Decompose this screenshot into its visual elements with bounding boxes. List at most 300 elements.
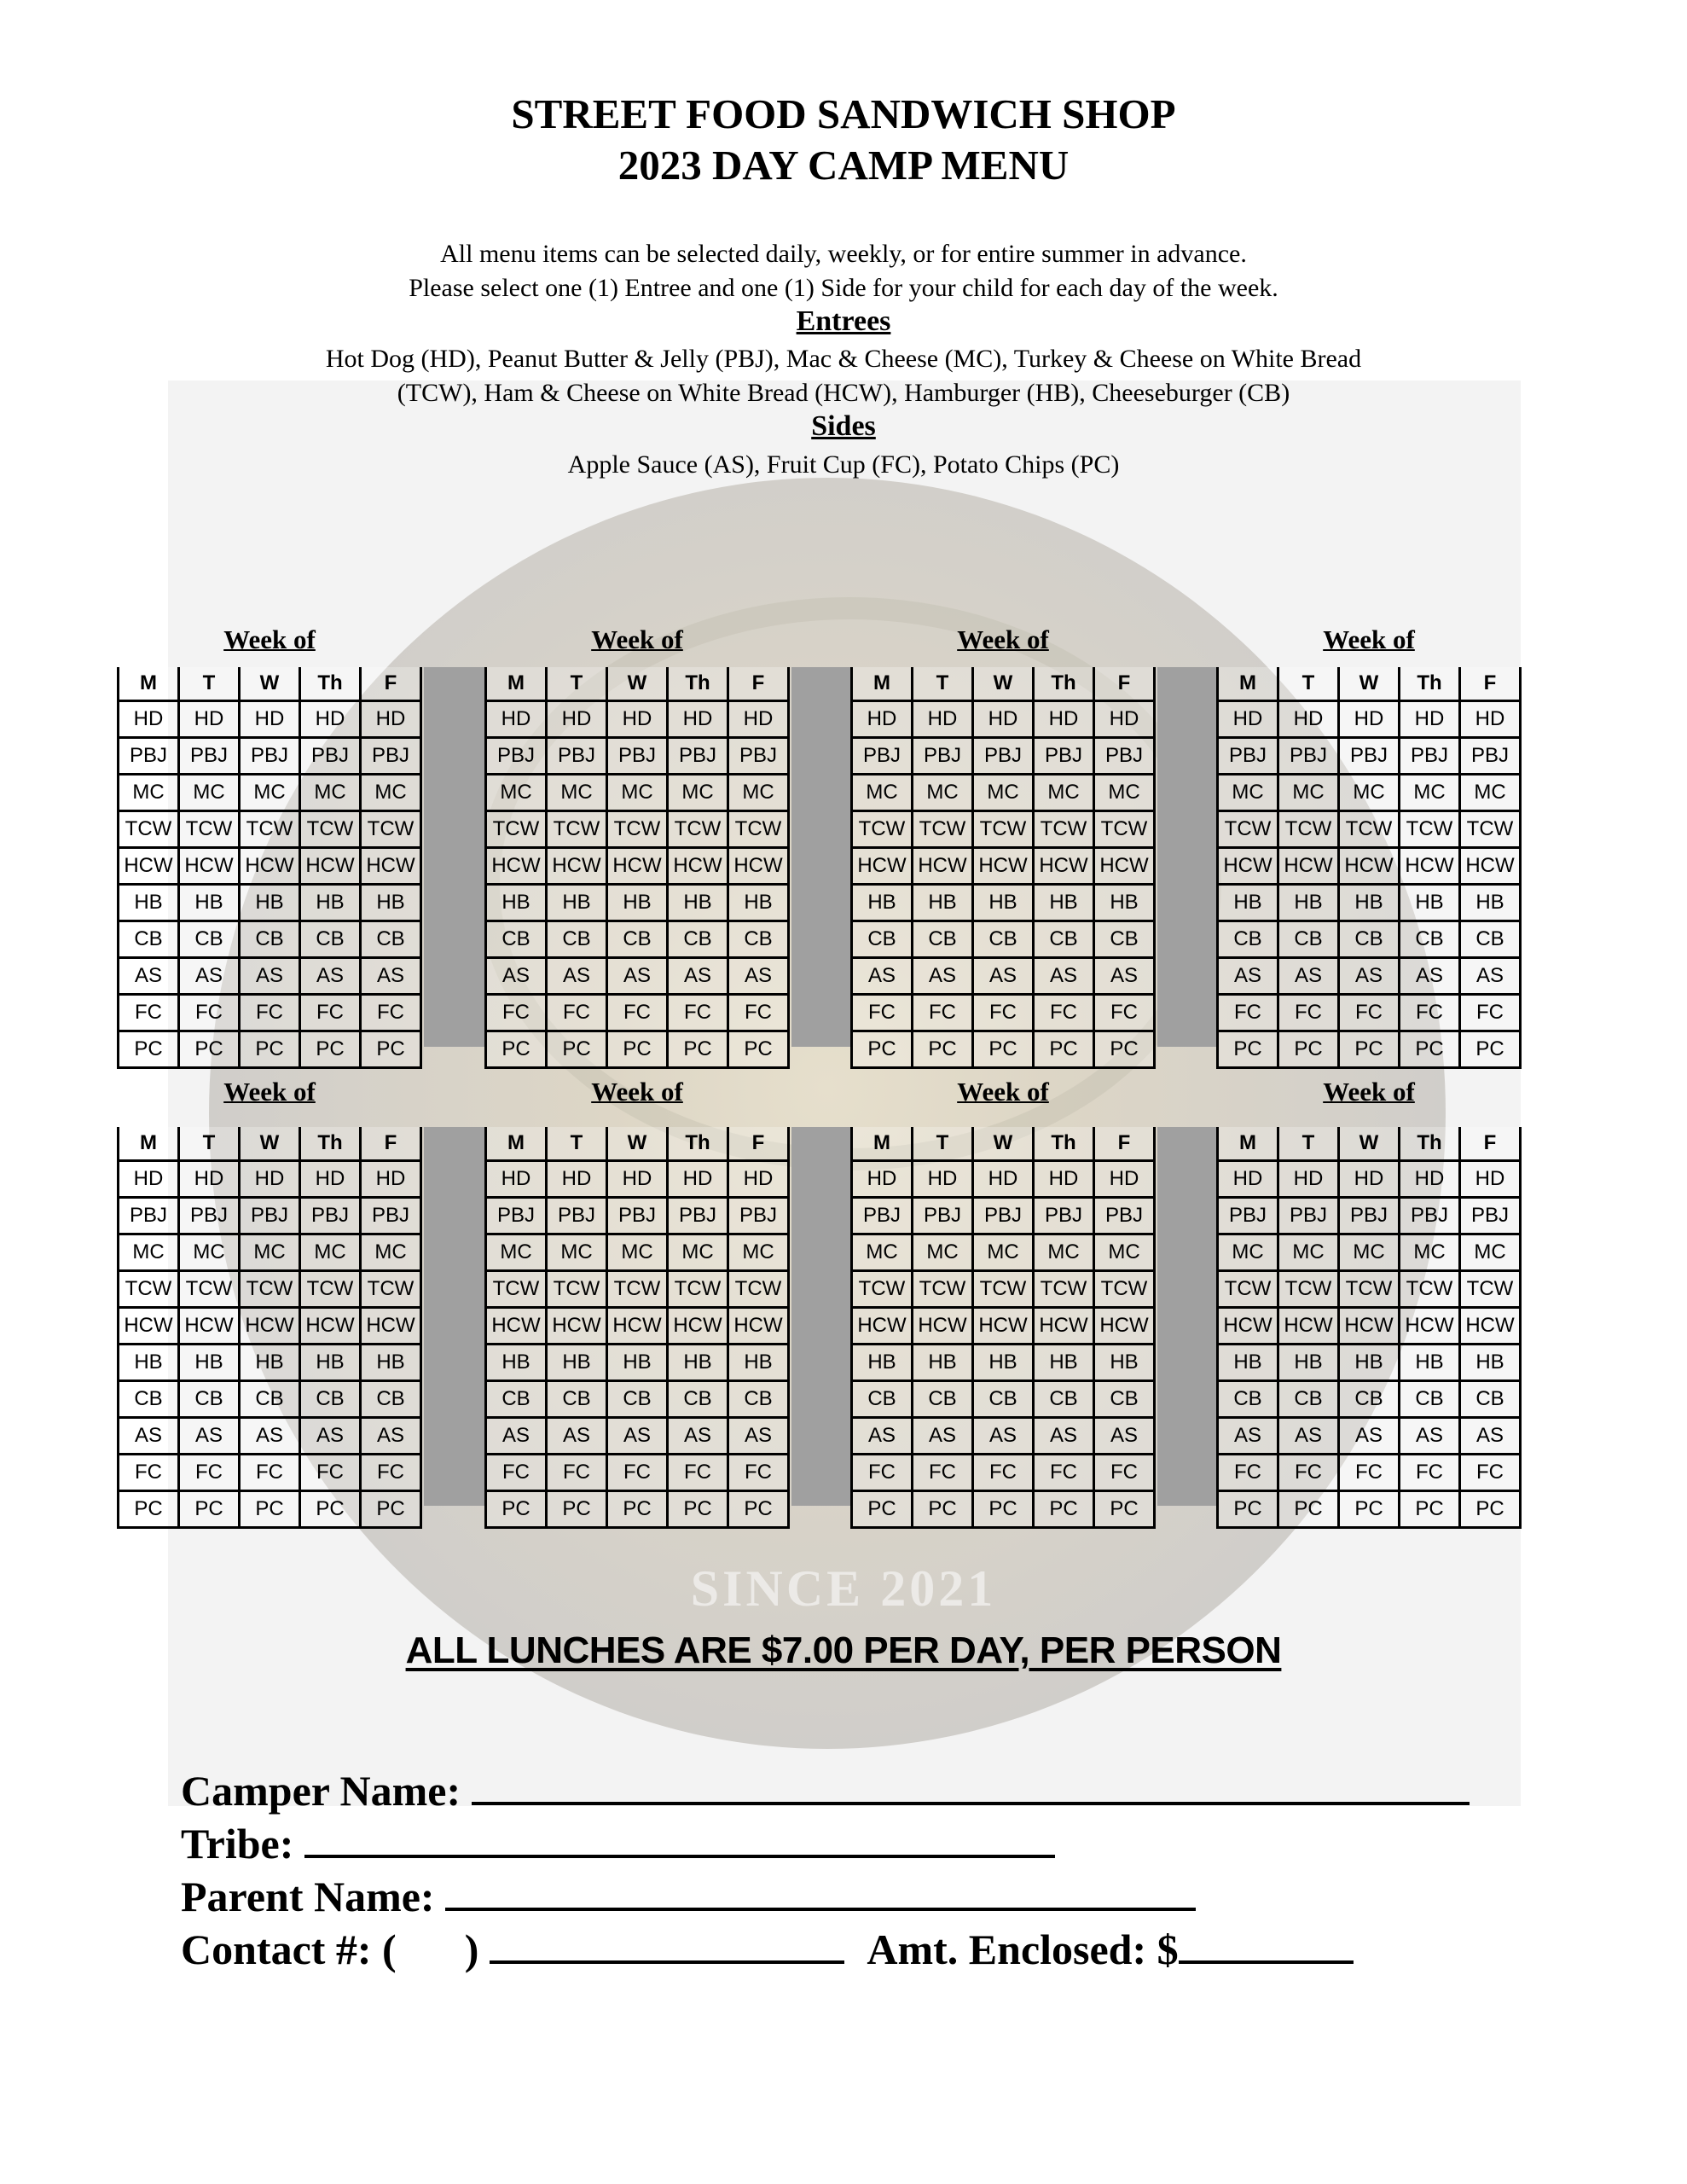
- meal-option-cell[interactable]: HCW: [668, 848, 728, 885]
- meal-option-cell[interactable]: HCW: [1034, 1308, 1094, 1345]
- meal-option-cell[interactable]: CB: [668, 1381, 728, 1418]
- meal-option-cell[interactable]: HB: [1339, 1345, 1400, 1381]
- meal-option-cell[interactable]: CB: [486, 1381, 547, 1418]
- meal-option-cell[interactable]: HCW: [486, 848, 547, 885]
- meal-option-cell[interactable]: PBJ: [240, 1198, 300, 1234]
- meal-option-cell[interactable]: HB: [913, 885, 973, 921]
- meal-option-cell[interactable]: TCW: [300, 1271, 361, 1308]
- meal-option-cell[interactable]: TCW: [240, 1271, 300, 1308]
- meal-option-cell[interactable]: PBJ: [179, 1198, 240, 1234]
- meal-option-cell[interactable]: HB: [1094, 1345, 1155, 1381]
- camper-name-field[interactable]: [181, 1764, 1470, 1817]
- meal-option-cell[interactable]: AS: [913, 958, 973, 995]
- meal-option-cell[interactable]: MC: [300, 1234, 361, 1271]
- meal-option-cell[interactable]: HCW: [1034, 848, 1094, 885]
- meal-option-cell[interactable]: HD: [1034, 1161, 1094, 1198]
- meal-option-cell[interactable]: HCW: [728, 848, 789, 885]
- meal-option-cell[interactable]: PBJ: [1218, 738, 1278, 775]
- meal-option-cell[interactable]: CB: [179, 1381, 240, 1418]
- meal-option-cell[interactable]: TCW: [547, 1271, 607, 1308]
- meal-option-cell[interactable]: PC: [119, 1491, 179, 1528]
- meal-option-cell[interactable]: MC: [300, 775, 361, 811]
- amount-enclosed-input-line[interactable]: [1179, 1925, 1354, 1964]
- meal-option-cell[interactable]: HD: [1278, 1161, 1339, 1198]
- meal-option-cell[interactable]: HD: [1339, 701, 1400, 738]
- meal-option-cell[interactable]: MC: [1339, 775, 1400, 811]
- meal-option-cell[interactable]: HB: [300, 1345, 361, 1381]
- meal-option-cell[interactable]: CB: [1460, 921, 1521, 958]
- meal-option-cell[interactable]: TCW: [1094, 1271, 1155, 1308]
- meal-option-cell[interactable]: HB: [852, 1345, 913, 1381]
- meal-option-cell[interactable]: AS: [300, 958, 361, 995]
- meal-option-cell[interactable]: FC: [300, 1455, 361, 1491]
- meal-option-cell[interactable]: HCW: [361, 1308, 421, 1345]
- meal-option-cell[interactable]: CB: [1094, 921, 1155, 958]
- meal-option-cell[interactable]: TCW: [1278, 1271, 1339, 1308]
- meal-option-cell[interactable]: FC: [607, 1455, 668, 1491]
- meal-option-cell[interactable]: FC: [361, 1455, 421, 1491]
- meal-option-cell[interactable]: TCW: [1218, 1271, 1278, 1308]
- meal-option-cell[interactable]: MC: [240, 1234, 300, 1271]
- meal-option-cell[interactable]: PC: [1460, 1491, 1521, 1528]
- meal-option-cell[interactable]: PC: [668, 1491, 728, 1528]
- meal-option-cell[interactable]: FC: [607, 995, 668, 1031]
- meal-option-cell[interactable]: HCW: [913, 1308, 973, 1345]
- meal-option-cell[interactable]: PBJ: [119, 738, 179, 775]
- meal-option-cell[interactable]: TCW: [1218, 811, 1278, 848]
- meal-option-cell[interactable]: AS: [607, 958, 668, 995]
- meal-option-cell[interactable]: AS: [119, 958, 179, 995]
- meal-option-cell[interactable]: PBJ: [547, 1198, 607, 1234]
- meal-option-cell[interactable]: PBJ: [1034, 738, 1094, 775]
- meal-option-cell[interactable]: PBJ: [300, 738, 361, 775]
- meal-option-cell[interactable]: TCW: [728, 811, 789, 848]
- meal-option-cell[interactable]: PBJ: [1094, 738, 1155, 775]
- meal-option-cell[interactable]: HCW: [1278, 1308, 1339, 1345]
- meal-option-cell[interactable]: HD: [547, 701, 607, 738]
- meal-option-cell[interactable]: AS: [1034, 958, 1094, 995]
- meal-option-cell[interactable]: PC: [1278, 1031, 1339, 1068]
- meal-option-cell[interactable]: TCW: [668, 1271, 728, 1308]
- meal-option-cell[interactable]: HB: [1094, 885, 1155, 921]
- parent-name-input-line[interactable]: [445, 1872, 1196, 1911]
- meal-option-cell[interactable]: FC: [1034, 995, 1094, 1031]
- meal-option-cell[interactable]: HB: [486, 1345, 547, 1381]
- meal-option-cell[interactable]: HD: [1400, 701, 1460, 738]
- meal-option-cell[interactable]: HCW: [668, 1308, 728, 1345]
- meal-option-cell[interactable]: PC: [1218, 1491, 1278, 1528]
- meal-option-cell[interactable]: MC: [1460, 775, 1521, 811]
- meal-option-cell[interactable]: CB: [1339, 921, 1400, 958]
- meal-option-cell[interactable]: MC: [486, 1234, 547, 1271]
- meal-option-cell[interactable]: HCW: [1278, 848, 1339, 885]
- meal-option-cell[interactable]: PC: [913, 1491, 973, 1528]
- meal-option-cell[interactable]: HCW: [119, 848, 179, 885]
- meal-option-cell[interactable]: AS: [240, 1418, 300, 1455]
- meal-option-cell[interactable]: CB: [1034, 1381, 1094, 1418]
- meal-option-cell[interactable]: CB: [913, 1381, 973, 1418]
- meal-option-cell[interactable]: PC: [607, 1491, 668, 1528]
- meal-option-cell[interactable]: PBJ: [607, 1198, 668, 1234]
- meal-option-cell[interactable]: MC: [486, 775, 547, 811]
- meal-option-cell[interactable]: HCW: [852, 1308, 913, 1345]
- tribe-input-line[interactable]: [304, 1819, 1055, 1858]
- meal-option-cell[interactable]: FC: [728, 1455, 789, 1491]
- meal-option-cell[interactable]: TCW: [119, 1271, 179, 1308]
- meal-option-cell[interactable]: PC: [1339, 1031, 1400, 1068]
- meal-option-cell[interactable]: PC: [1034, 1491, 1094, 1528]
- meal-option-cell[interactable]: TCW: [913, 811, 973, 848]
- meal-option-cell[interactable]: HCW: [607, 1308, 668, 1345]
- meal-option-cell[interactable]: HB: [300, 885, 361, 921]
- meal-option-cell[interactable]: HD: [1094, 1161, 1155, 1198]
- meal-option-cell[interactable]: CB: [1218, 921, 1278, 958]
- meal-option-cell[interactable]: TCW: [668, 811, 728, 848]
- meal-option-cell[interactable]: PC: [973, 1491, 1034, 1528]
- meal-option-cell[interactable]: TCW: [1400, 1271, 1460, 1308]
- meal-option-cell[interactable]: CB: [1400, 921, 1460, 958]
- meal-option-cell[interactable]: HD: [913, 701, 973, 738]
- meal-option-cell[interactable]: PBJ: [300, 1198, 361, 1234]
- meal-option-cell[interactable]: CB: [607, 1381, 668, 1418]
- meal-option-cell[interactable]: PC: [728, 1031, 789, 1068]
- meal-option-cell[interactable]: PC: [119, 1031, 179, 1068]
- meal-option-cell[interactable]: HB: [240, 885, 300, 921]
- meal-option-cell[interactable]: MC: [668, 775, 728, 811]
- meal-option-cell[interactable]: HD: [668, 701, 728, 738]
- meal-option-cell[interactable]: HCW: [547, 848, 607, 885]
- meal-option-cell[interactable]: HD: [1460, 701, 1521, 738]
- meal-option-cell[interactable]: MC: [973, 775, 1034, 811]
- meal-option-cell[interactable]: MC: [852, 1234, 913, 1271]
- meal-option-cell[interactable]: HCW: [240, 848, 300, 885]
- meal-option-cell[interactable]: FC: [852, 1455, 913, 1491]
- meal-option-cell[interactable]: AS: [1339, 958, 1400, 995]
- meal-option-cell[interactable]: HCW: [1400, 848, 1460, 885]
- meal-option-cell[interactable]: CB: [1094, 1381, 1155, 1418]
- meal-option-cell[interactable]: MC: [1460, 1234, 1521, 1271]
- meal-option-cell[interactable]: HD: [1218, 1161, 1278, 1198]
- meal-option-cell[interactable]: PC: [913, 1031, 973, 1068]
- meal-option-cell[interactable]: TCW: [973, 1271, 1034, 1308]
- meal-option-cell[interactable]: HCW: [1094, 1308, 1155, 1345]
- meal-option-cell[interactable]: FC: [1218, 1455, 1278, 1491]
- meal-option-cell[interactable]: HD: [668, 1161, 728, 1198]
- meal-option-cell[interactable]: MC: [668, 1234, 728, 1271]
- meal-option-cell[interactable]: MC: [852, 775, 913, 811]
- meal-option-cell[interactable]: HD: [1218, 701, 1278, 738]
- meal-option-cell[interactable]: HCW: [240, 1308, 300, 1345]
- meal-option-cell[interactable]: CB: [1460, 1381, 1521, 1418]
- meal-option-cell[interactable]: CB: [1218, 1381, 1278, 1418]
- meal-option-cell[interactable]: HB: [547, 1345, 607, 1381]
- meal-option-cell[interactable]: HD: [1034, 701, 1094, 738]
- meal-option-cell[interactable]: PC: [240, 1491, 300, 1528]
- meal-option-cell[interactable]: AS: [1094, 958, 1155, 995]
- meal-option-cell[interactable]: HB: [1339, 885, 1400, 921]
- meal-option-cell[interactable]: HB: [913, 1345, 973, 1381]
- meal-option-cell[interactable]: HB: [728, 1345, 789, 1381]
- meal-option-cell[interactable]: HD: [240, 1161, 300, 1198]
- meal-option-cell[interactable]: TCW: [1034, 1271, 1094, 1308]
- meal-option-cell[interactable]: HCW: [973, 1308, 1034, 1345]
- meal-option-cell[interactable]: MC: [728, 1234, 789, 1271]
- meal-option-cell[interactable]: HCW: [1460, 1308, 1521, 1345]
- meal-option-cell[interactable]: HB: [1034, 1345, 1094, 1381]
- meal-option-cell[interactable]: FC: [119, 995, 179, 1031]
- meal-option-cell[interactable]: HD: [973, 1161, 1034, 1198]
- meal-option-cell[interactable]: PC: [1094, 1491, 1155, 1528]
- camper-name-input-line[interactable]: [472, 1766, 1470, 1805]
- meal-option-cell[interactable]: TCW: [1460, 811, 1521, 848]
- meal-option-cell[interactable]: TCW: [1460, 1271, 1521, 1308]
- meal-option-cell[interactable]: AS: [607, 1418, 668, 1455]
- meal-option-cell[interactable]: FC: [1460, 995, 1521, 1031]
- meal-option-cell[interactable]: FC: [913, 995, 973, 1031]
- meal-option-cell[interactable]: HD: [1339, 1161, 1400, 1198]
- meal-option-cell[interactable]: MC: [179, 775, 240, 811]
- meal-option-cell[interactable]: MC: [1400, 1234, 1460, 1271]
- meal-option-cell[interactable]: HCW: [607, 848, 668, 885]
- meal-option-cell[interactable]: PC: [361, 1031, 421, 1068]
- meal-option-cell[interactable]: HD: [361, 1161, 421, 1198]
- meal-option-cell[interactable]: TCW: [1400, 811, 1460, 848]
- meal-option-cell[interactable]: TCW: [913, 1271, 973, 1308]
- meal-option-cell[interactable]: TCW: [179, 1271, 240, 1308]
- meal-option-cell[interactable]: CB: [1400, 1381, 1460, 1418]
- meal-option-cell[interactable]: CB: [300, 921, 361, 958]
- meal-option-cell[interactable]: TCW: [607, 1271, 668, 1308]
- meal-option-cell[interactable]: HD: [119, 1161, 179, 1198]
- meal-option-cell[interactable]: HB: [852, 885, 913, 921]
- meal-option-cell[interactable]: HB: [668, 1345, 728, 1381]
- meal-option-cell[interactable]: HD: [486, 1161, 547, 1198]
- meal-option-cell[interactable]: PC: [1278, 1491, 1339, 1528]
- meal-option-cell[interactable]: HD: [300, 701, 361, 738]
- meal-option-cell[interactable]: HB: [973, 1345, 1034, 1381]
- meal-option-cell[interactable]: TCW: [852, 811, 913, 848]
- meal-option-cell[interactable]: MC: [607, 1234, 668, 1271]
- meal-option-cell[interactable]: HB: [179, 1345, 240, 1381]
- meal-option-cell[interactable]: PC: [1094, 1031, 1155, 1068]
- meal-option-cell[interactable]: FC: [179, 1455, 240, 1491]
- meal-option-cell[interactable]: FC: [240, 995, 300, 1031]
- meal-option-cell[interactable]: CB: [240, 1381, 300, 1418]
- meal-option-cell[interactable]: HCW: [300, 1308, 361, 1345]
- meal-option-cell[interactable]: TCW: [1278, 811, 1339, 848]
- meal-option-cell[interactable]: HB: [361, 885, 421, 921]
- meal-option-cell[interactable]: FC: [728, 995, 789, 1031]
- meal-option-cell[interactable]: PBJ: [1400, 1198, 1460, 1234]
- meal-option-cell[interactable]: FC: [547, 1455, 607, 1491]
- meal-option-cell[interactable]: TCW: [1034, 811, 1094, 848]
- meal-option-cell[interactable]: AS: [240, 958, 300, 995]
- meal-option-cell[interactable]: PC: [547, 1491, 607, 1528]
- meal-option-cell[interactable]: PBJ: [1400, 738, 1460, 775]
- meal-option-cell[interactable]: HD: [1094, 701, 1155, 738]
- meal-option-cell[interactable]: HB: [486, 885, 547, 921]
- meal-option-cell[interactable]: MC: [1034, 1234, 1094, 1271]
- meal-option-cell[interactable]: HCW: [179, 848, 240, 885]
- meal-option-cell[interactable]: MC: [1218, 775, 1278, 811]
- meal-option-cell[interactable]: AS: [1034, 1418, 1094, 1455]
- meal-option-cell[interactable]: PC: [300, 1031, 361, 1068]
- meal-option-cell[interactable]: CB: [728, 921, 789, 958]
- meal-option-cell[interactable]: HD: [852, 1161, 913, 1198]
- meal-option-cell[interactable]: CB: [1339, 1381, 1400, 1418]
- meal-option-cell[interactable]: FC: [1339, 1455, 1400, 1491]
- meal-option-cell[interactable]: AS: [1460, 1418, 1521, 1455]
- meal-option-cell[interactable]: HD: [1278, 701, 1339, 738]
- meal-option-cell[interactable]: TCW: [973, 811, 1034, 848]
- meal-option-cell[interactable]: HCW: [1339, 1308, 1400, 1345]
- meal-option-cell[interactable]: TCW: [547, 811, 607, 848]
- meal-option-cell[interactable]: HD: [547, 1161, 607, 1198]
- meal-option-cell[interactable]: FC: [486, 995, 547, 1031]
- meal-option-cell[interactable]: AS: [361, 1418, 421, 1455]
- meal-option-cell[interactable]: MC: [1278, 1234, 1339, 1271]
- meal-option-cell[interactable]: HCW: [728, 1308, 789, 1345]
- meal-option-cell[interactable]: CB: [179, 921, 240, 958]
- meal-option-cell[interactable]: HB: [547, 885, 607, 921]
- meal-option-cell[interactable]: CB: [973, 1381, 1034, 1418]
- meal-option-cell[interactable]: HD: [1400, 1161, 1460, 1198]
- meal-option-cell[interactable]: PBJ: [240, 738, 300, 775]
- meal-option-cell[interactable]: AS: [668, 1418, 728, 1455]
- meal-option-cell[interactable]: PBJ: [1460, 1198, 1521, 1234]
- meal-option-cell[interactable]: CB: [547, 921, 607, 958]
- meal-option-cell[interactable]: PC: [486, 1031, 547, 1068]
- meal-option-cell[interactable]: CB: [728, 1381, 789, 1418]
- meal-option-cell[interactable]: HD: [361, 701, 421, 738]
- meal-option-cell[interactable]: HB: [1460, 885, 1521, 921]
- meal-option-cell[interactable]: PBJ: [1034, 1198, 1094, 1234]
- meal-option-cell[interactable]: CB: [119, 921, 179, 958]
- meal-option-cell[interactable]: FC: [486, 1455, 547, 1491]
- meal-option-cell[interactable]: HCW: [852, 848, 913, 885]
- meal-option-cell[interactable]: PC: [852, 1031, 913, 1068]
- meal-option-cell[interactable]: AS: [728, 958, 789, 995]
- meal-option-cell[interactable]: PC: [300, 1491, 361, 1528]
- meal-option-cell[interactable]: FC: [361, 995, 421, 1031]
- meal-option-cell[interactable]: HD: [973, 701, 1034, 738]
- meal-option-cell[interactable]: TCW: [607, 811, 668, 848]
- meal-option-cell[interactable]: MC: [1400, 775, 1460, 811]
- meal-option-cell[interactable]: HD: [240, 701, 300, 738]
- meal-option-cell[interactable]: PC: [179, 1031, 240, 1068]
- meal-option-cell[interactable]: MC: [361, 1234, 421, 1271]
- meal-option-cell[interactable]: AS: [547, 958, 607, 995]
- meal-option-cell[interactable]: PBJ: [486, 738, 547, 775]
- meal-option-cell[interactable]: MC: [361, 775, 421, 811]
- meal-option-cell[interactable]: PBJ: [728, 738, 789, 775]
- meal-option-cell[interactable]: FC: [1094, 1455, 1155, 1491]
- meal-option-cell[interactable]: MC: [1034, 775, 1094, 811]
- meal-option-cell[interactable]: HD: [728, 701, 789, 738]
- meal-option-cell[interactable]: PBJ: [1339, 1198, 1400, 1234]
- contact-field[interactable]: [181, 1923, 1354, 1976]
- meal-option-cell[interactable]: HB: [1218, 1345, 1278, 1381]
- meal-option-cell[interactable]: CB: [852, 1381, 913, 1418]
- meal-option-cell[interactable]: FC: [668, 1455, 728, 1491]
- meal-option-cell[interactable]: HD: [300, 1161, 361, 1198]
- meal-option-cell[interactable]: PBJ: [668, 1198, 728, 1234]
- meal-option-cell[interactable]: CB: [913, 921, 973, 958]
- meal-option-cell[interactable]: HCW: [1094, 848, 1155, 885]
- meal-option-cell[interactable]: HCW: [547, 1308, 607, 1345]
- meal-option-cell[interactable]: TCW: [240, 811, 300, 848]
- meal-option-cell[interactable]: PBJ: [1278, 1198, 1339, 1234]
- meal-option-cell[interactable]: CB: [361, 1381, 421, 1418]
- meal-option-cell[interactable]: HCW: [1400, 1308, 1460, 1345]
- meal-option-cell[interactable]: MC: [973, 1234, 1034, 1271]
- meal-option-cell[interactable]: FC: [300, 995, 361, 1031]
- meal-option-cell[interactable]: PC: [1400, 1491, 1460, 1528]
- meal-option-cell[interactable]: PC: [728, 1491, 789, 1528]
- meal-option-cell[interactable]: HCW: [486, 1308, 547, 1345]
- meal-option-cell[interactable]: AS: [1218, 958, 1278, 995]
- meal-option-cell[interactable]: FC: [240, 1455, 300, 1491]
- meal-option-cell[interactable]: HB: [728, 885, 789, 921]
- meal-option-cell[interactable]: PBJ: [547, 738, 607, 775]
- meal-option-cell[interactable]: TCW: [179, 811, 240, 848]
- meal-option-cell[interactable]: AS: [179, 1418, 240, 1455]
- meal-option-cell[interactable]: PBJ: [728, 1198, 789, 1234]
- meal-option-cell[interactable]: AS: [1094, 1418, 1155, 1455]
- meal-option-cell[interactable]: HD: [728, 1161, 789, 1198]
- meal-option-cell[interactable]: AS: [179, 958, 240, 995]
- meal-option-cell[interactable]: HB: [1400, 1345, 1460, 1381]
- meal-option-cell[interactable]: PBJ: [1218, 1198, 1278, 1234]
- meal-option-cell[interactable]: MC: [1094, 1234, 1155, 1271]
- meal-option-cell[interactable]: FC: [1218, 995, 1278, 1031]
- meal-option-cell[interactable]: CB: [852, 921, 913, 958]
- meal-option-cell[interactable]: PC: [240, 1031, 300, 1068]
- meal-option-cell[interactable]: PC: [486, 1491, 547, 1528]
- meal-option-cell[interactable]: MC: [728, 775, 789, 811]
- meal-option-cell[interactable]: AS: [300, 1418, 361, 1455]
- meal-option-cell[interactable]: MC: [607, 775, 668, 811]
- meal-option-cell[interactable]: CB: [300, 1381, 361, 1418]
- meal-option-cell[interactable]: HB: [119, 885, 179, 921]
- meal-option-cell[interactable]: HB: [179, 885, 240, 921]
- meal-option-cell[interactable]: CB: [486, 921, 547, 958]
- meal-option-cell[interactable]: PBJ: [973, 738, 1034, 775]
- meal-option-cell[interactable]: HCW: [913, 848, 973, 885]
- meal-option-cell[interactable]: AS: [1460, 958, 1521, 995]
- meal-option-cell[interactable]: AS: [973, 1418, 1034, 1455]
- meal-option-cell[interactable]: FC: [973, 1455, 1034, 1491]
- meal-option-cell[interactable]: CB: [668, 921, 728, 958]
- meal-option-cell[interactable]: MC: [179, 1234, 240, 1271]
- meal-option-cell[interactable]: HB: [607, 885, 668, 921]
- meal-option-cell[interactable]: MC: [1278, 775, 1339, 811]
- meal-option-cell[interactable]: AS: [973, 958, 1034, 995]
- meal-option-cell[interactable]: HB: [973, 885, 1034, 921]
- meal-option-cell[interactable]: HB: [119, 1345, 179, 1381]
- meal-option-cell[interactable]: CB: [361, 921, 421, 958]
- meal-option-cell[interactable]: TCW: [361, 811, 421, 848]
- meal-option-cell[interactable]: HB: [1400, 885, 1460, 921]
- meal-option-cell[interactable]: CB: [607, 921, 668, 958]
- meal-option-cell[interactable]: HCW: [973, 848, 1034, 885]
- meal-option-cell[interactable]: HD: [486, 701, 547, 738]
- meal-option-cell[interactable]: AS: [486, 1418, 547, 1455]
- meal-option-cell[interactable]: FC: [119, 1455, 179, 1491]
- meal-option-cell[interactable]: AS: [852, 1418, 913, 1455]
- meal-option-cell[interactable]: CB: [973, 921, 1034, 958]
- meal-option-cell[interactable]: HCW: [1218, 848, 1278, 885]
